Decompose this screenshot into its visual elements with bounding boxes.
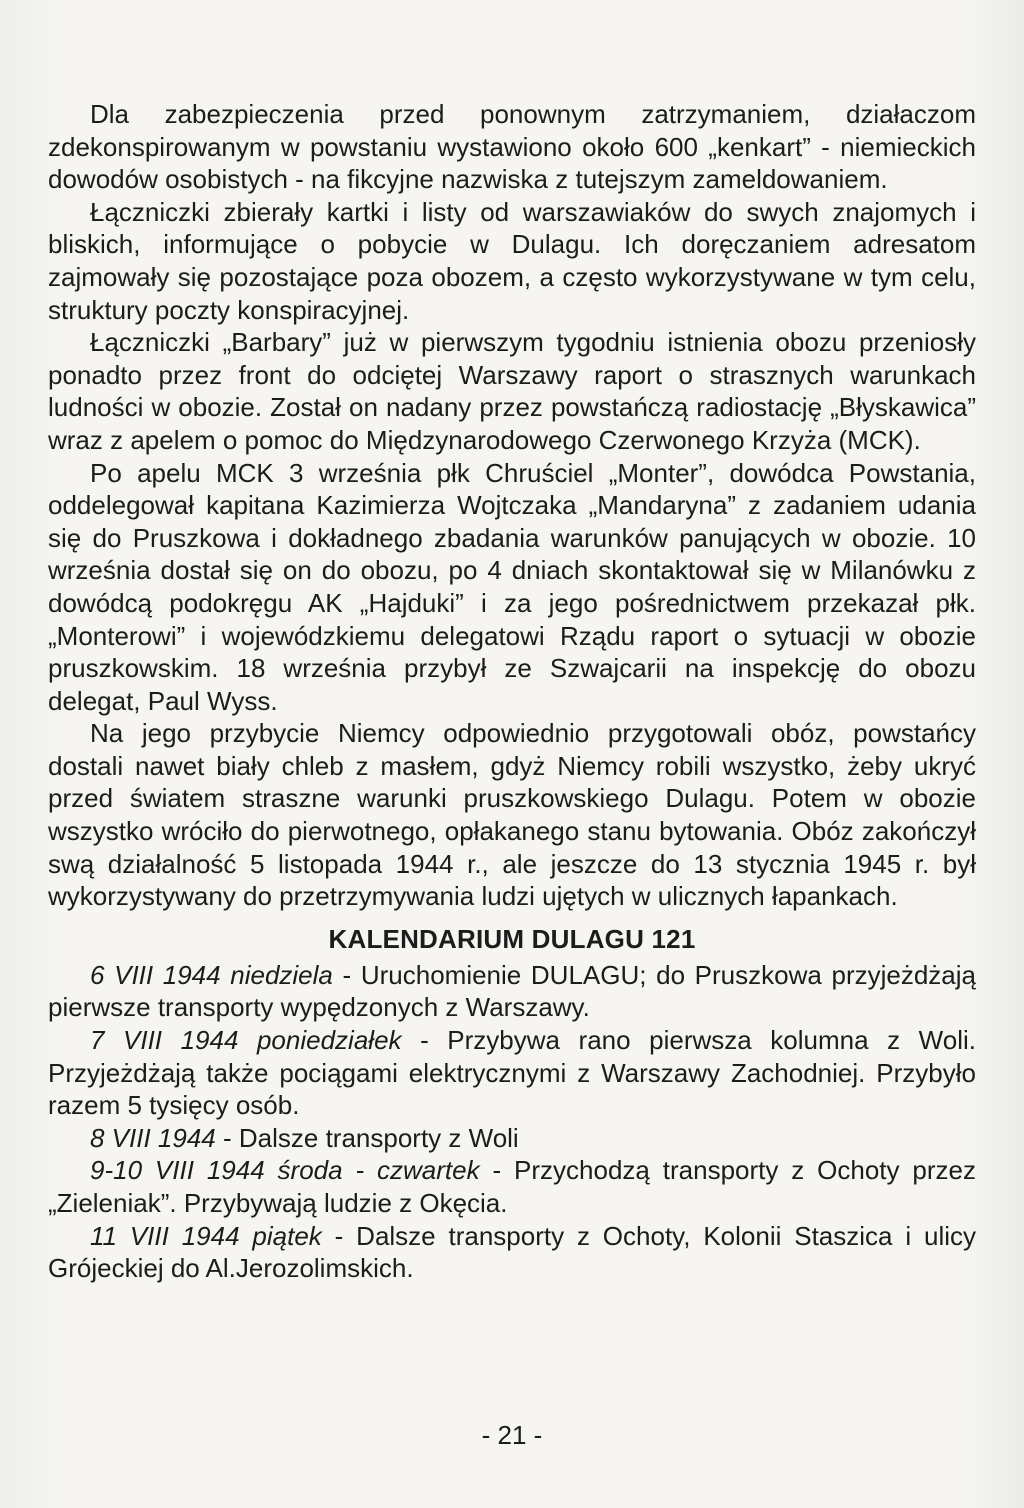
entry-date: 7 VIII 1944 poniedziałek bbox=[90, 1025, 402, 1056]
entry-date: 8 VIII 1944 bbox=[90, 1122, 216, 1153]
calendar-entry bbox=[48, 1024, 976, 1122]
paragraph-apel-mck: Po apelu MCK 3 września płk Chruściel „Monter”, dowódca Powstania, oddelegował kapitana Kazimierza Wojtczaka „Mandaryna” z zadaniem udania się do Pruszkowa i dokładnego zbadania warunków panujących w obozie. 10 września dostał się on do obozu, po 4 dniach skontaktował się w Milanówku z dowódcą podokręgu AK „Hajduki” i za jego pośrednictwem przekazał płk. „Monterowi” i wojewódzkiemu delegatowi Rządu raport o sytuacji w obozie pruszkowskim. 18 września przybył ze Szwajcarii na inspekcję do obozu delegat, Paul Wyss. bbox=[48, 457, 976, 716]
entry-text: - Przybywa rano pierwsza kolumna z Woli. Przyjeżdżają także pociągami elektrycznymi z Warszawy Zachodniej. Przybyło razem 5 tysięcy osób. bbox=[48, 1025, 976, 1121]
paragraph-przybycie: Na jego przybycie Niemcy odpowiednio przygotowali obóz, powstańcy dostali nawet biały chleb z masłem, gdyż Niemcy robili wszystko, żeby ukryć przed światem straszne warunki pruszkowskiego Dulagu. Potem w obozie wszystko wróciło do pierwotnego, opłakanego stanu bytowania. Obóz zakończył swą działalność 5 listopada 1944 r., ale jeszcze do 13 stycznia 1945 r. był wykorzystywany do przetrzymywania ludzi ujętych w ulicznych łapankach. bbox=[48, 718, 976, 912]
page-number: - 21 - bbox=[481, 1420, 543, 1450]
calendar-entry bbox=[48, 1220, 976, 1285]
calendar-entry bbox=[48, 1122, 976, 1155]
entry-date: 9-10 VIII 1944 środa - czwartek bbox=[90, 1155, 480, 1186]
entry-text: - Dalsze transporty z Woli bbox=[215, 1122, 519, 1153]
calendar-entry bbox=[48, 1154, 976, 1219]
entry-date: 11 VIII 1944 piątek bbox=[90, 1220, 322, 1251]
paragraph-laczniczki: Łączniczki zbierały kartki i listy od warszawiaków do swych znajomych i bliskich, informujące o pobycie w Dulagu. Ich doręczaniem adresatom zajmowały się pozostające poza obozem, a często wykorzystywane w tym celu, struktury poczty konspiracyjnej. bbox=[48, 196, 976, 325]
entry-text: - Dalsze transporty z Ochoty, Kolonii Staszica i ulicy Grójeckiej do Al.Jerozolimskich. bbox=[48, 1220, 976, 1284]
calendar-entry bbox=[48, 959, 976, 1024]
entry-text: - Przychodzą transporty z Ochoty przez „Zieleniak”. Przybywają ludzie z Okęcia. bbox=[48, 1155, 976, 1218]
page-content bbox=[48, 98, 976, 1285]
section-title: KALENDARIUM DULAGU 121 bbox=[328, 923, 696, 954]
paragraph-kenkarty: Dla zabezpieczenia przed ponownym zatrzymaniem, działaczom zdekonspirowanym w powstaniu wystawiono około 600 „kenkart” - niemieckich dowodów osobistych - na fikcyjne nazwiska z tutejszym zameldowaniem. bbox=[48, 99, 976, 195]
entry-date: 6 VIII 1944 niedziela bbox=[90, 959, 333, 990]
entry-text: - Uruchomienie DULAGU; do Pruszkowa przyjeżdżają pierwsze transporty wypędzonych z Warszawy. bbox=[48, 959, 976, 1023]
paragraph-barbara: Łączniczki „Barbary” już w pierwszym tygodniu istnienia obozu przeniosły ponadto przez front do odciętej Warszawy raport o strasznych warunkach ludności w obozie. Został on nadany przez powstańczą radiostację „Błyskawica” wraz z apelem o pomoc do Międzynarodowego Czerwonego Krzyża (MCK). bbox=[48, 327, 976, 455]
